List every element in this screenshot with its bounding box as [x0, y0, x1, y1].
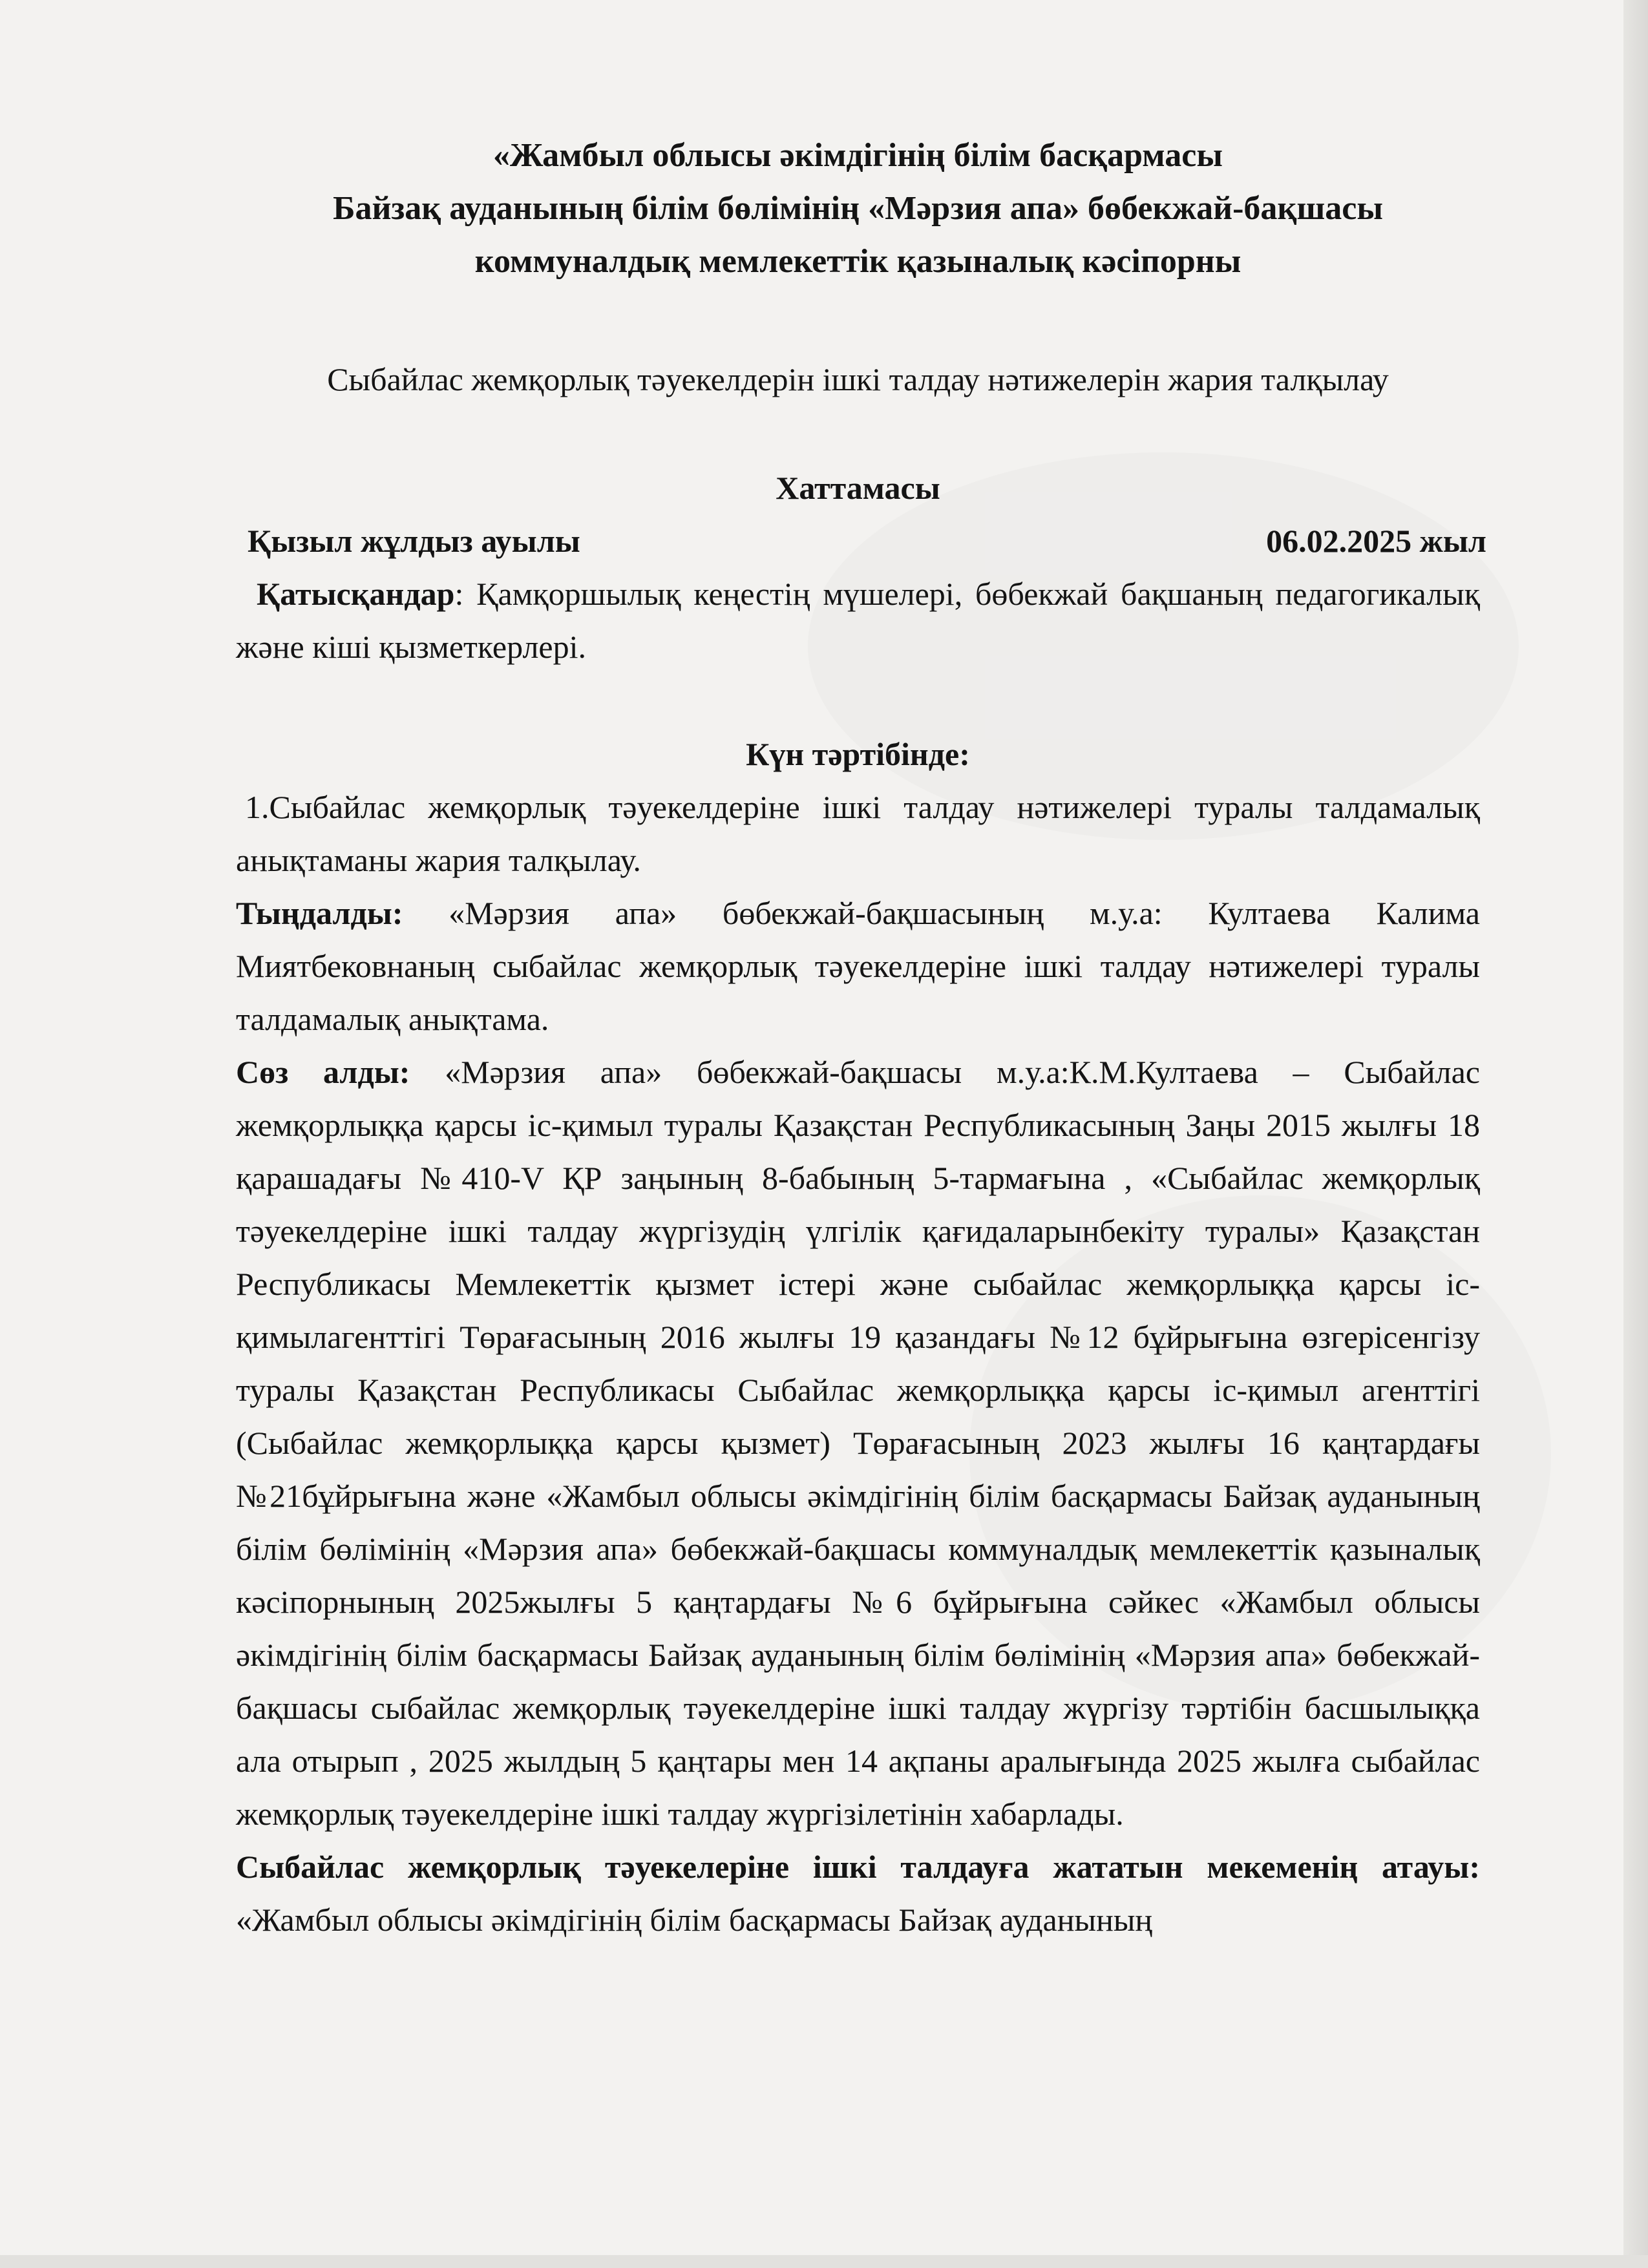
document-header — [223, 129, 1493, 288]
document — [236, 129, 1486, 1946]
header-line-1: «Жамбыл облысы әкімдігінің білім басқармасы — [493, 137, 1223, 174]
place-date-row — [236, 514, 1486, 567]
heard-text: «Мәрзия апа» бөбекжай-бақшасының м.у.а: Култаева Калима Миятбековнаның сыбайлас жемқорлық тәуекелдеріне ішкі талдау нәтижелері туралы талдамалық анықтама. — [236, 895, 1480, 1037]
place: Қызыл жұлдыз ауылы — [248, 523, 580, 559]
document-subject: Сыбайлас жемқорлық тәуекелдерін ішкі талдау нәтижелерін жария талқылау — [327, 361, 1389, 397]
agenda-item-1: 1.Сыбайлас жемқорлық тәуекелдеріне ішкі талдау нәтижелері туралы талдамалық анықтаманы жария талқылау. — [236, 789, 1480, 878]
speech-text: «Мәрзия апа» бөбекжай-бақшасы м.у.а:К.М.Култаева – Сыбайлас жемқорлыққа қарсы іс-қимыл туралы Қазақстан Республикасының Заңы 2015 жылғы 18 қарашадағы №410-V ҚР заңының 8-бабының 5-тармағына , «Сыбайлас жемқорлық тәуекелдеріне ішкі талдау жүргізудің үлгілік қағидаларынбекіту туралы» Қазақстан Республикасы Мемлекеттік қызмет істері және сыбайлас жемқорлыққа қарсы іс-қимылагенттігі Төрағасының 2016 жылғы 19 қазандағы №12 бұйрығына өзгерісенгізу туралы Қазақстан Республикасы Сыбайлас жемқорлыққа қарсы іс-қимыл агенттігі (Сыбайлас жемқорлыққа қарсы қызмет) Төрағасының 2023 жылғы 16 қаңтардағы №21бұйрығына және «Жамбыл облысы әкімдігінің білім басқармасы Байзақ ауданының білім бөлімінің «Мәрзия апа» бөбекжай-бақшасы коммуналдық мемлекеттік қазыналық кәсіпорнының 2025жылғы 5 қаңтардағы №6 бұйрығына сәйкес «Жамбыл облысы әкімдігінің білім басқармасы Байзақ ауданының білім бөлімінің «Мәрзия апа» бөбекжай-бақшасы сыбайлас жемқорлық тәуекелдеріне ішкі талдау жүргізу тәртібін басшылыққа ала отырып , 2025 жылдың 5 қаңтары мен 14 ақпаны аралығында 2025 жылға сыбайлас жемқорлық тәуекелдеріне ішкі талдау жүргізілетінін хабарлады. — [236, 1054, 1480, 1832]
heard-label: Тыңдалды: — [236, 895, 403, 931]
heard-paragraph — [236, 887, 1480, 1045]
page-edge — [1623, 0, 1648, 2268]
institution-text: «Жамбыл облысы әкімдігінің білім басқармасы Байзақ ауданының — [236, 1902, 1153, 1938]
header-line-2: Байзақ ауданының білім бөлімінің «Мәрзия апа» бөбекжай-бақшасы — [333, 190, 1383, 227]
header-line-3: коммуналдық мемлекеттік қазыналық кәсіпорны — [474, 243, 1241, 280]
participants-text: : Қамқоршылық кеңестің мүшелері, бөбекжай бақшаның педагогикалық және кіші қызметкерлері. — [236, 576, 1480, 665]
institution-paragraph — [236, 1840, 1480, 1946]
speech-label: Сөз алды: — [236, 1054, 410, 1090]
agenda-title: Күн тәртібінде: — [746, 736, 970, 772]
date: 06.02.2025 жыл — [1266, 523, 1486, 559]
participants-label: Қатысқандар — [257, 576, 455, 612]
page-edge-bottom — [0, 2255, 1648, 2268]
participants-paragraph — [236, 567, 1480, 673]
speech-paragraph — [236, 1045, 1480, 1840]
protocol-title: Хаттамасы — [776, 470, 940, 506]
institution-label: Сыбайлас жемқорлық тәуекелеріне ішкі талдауға жататын мекеменің атауы: — [236, 1849, 1480, 1885]
